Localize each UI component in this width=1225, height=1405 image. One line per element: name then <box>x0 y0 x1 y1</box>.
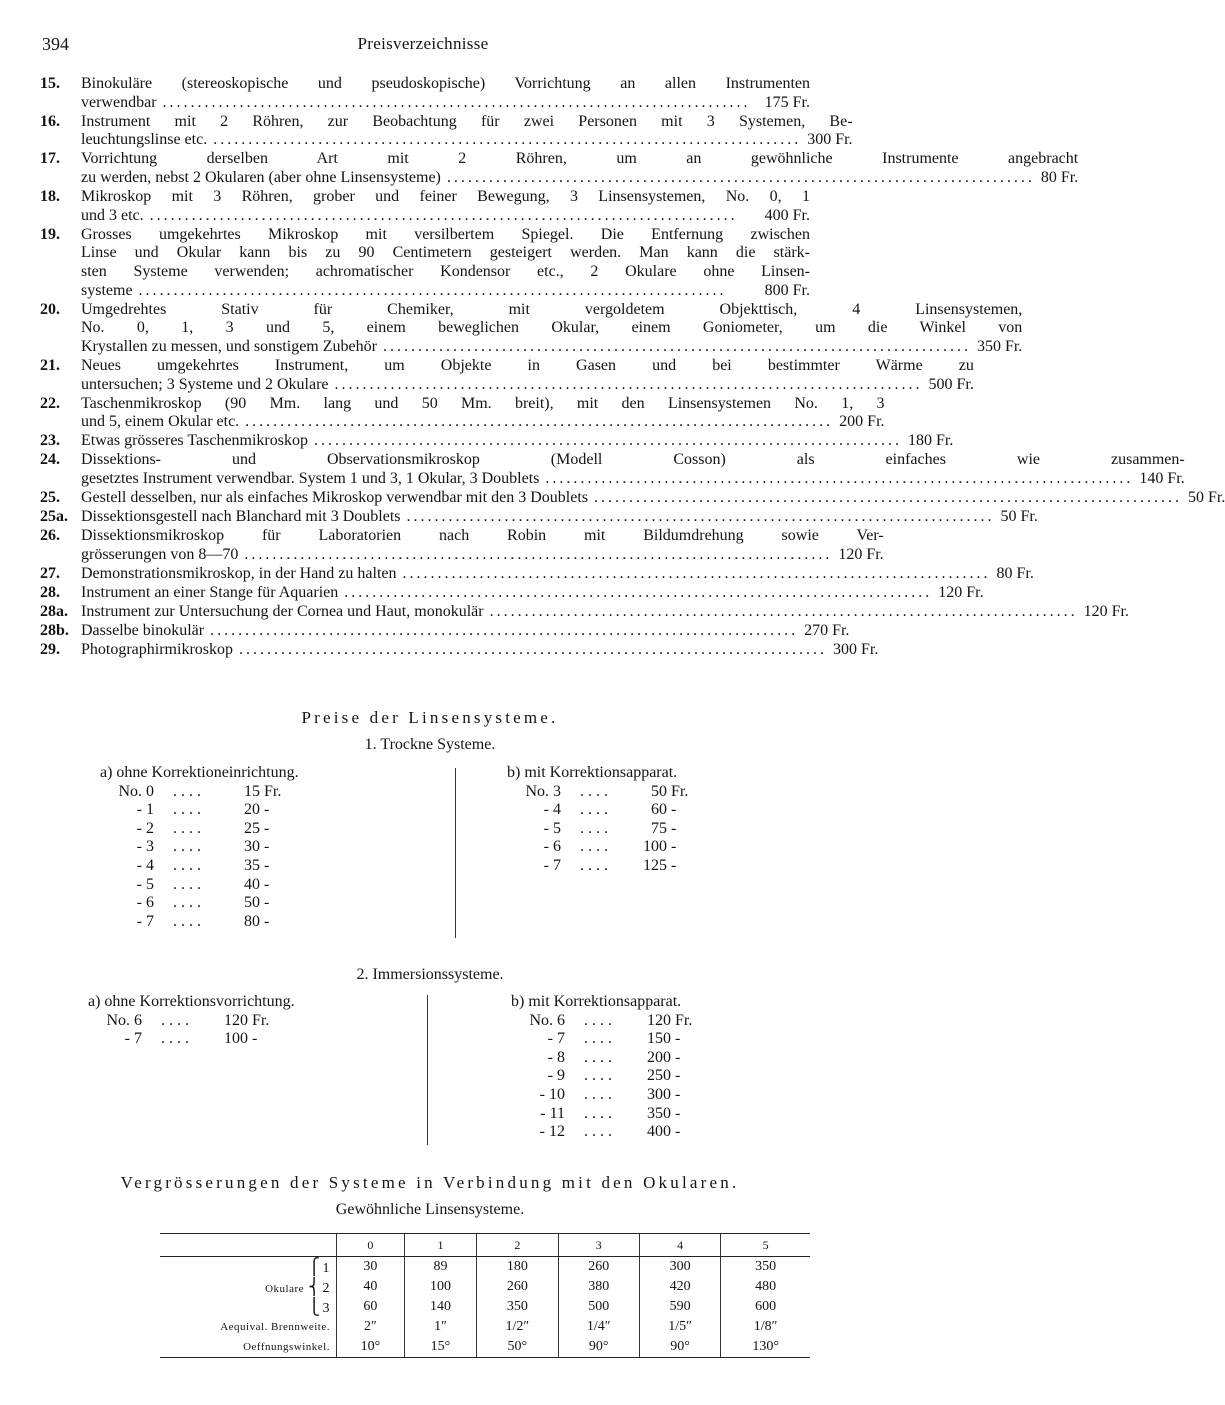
item-text-line: Instrument mit 2 Röhren, zur Beobachtung für zwei Personen mit 3 Systemen, Be- <box>81 112 853 130</box>
magnification-value: 350 <box>477 1297 558 1317</box>
immersion-right-column <box>511 993 705 1142</box>
item-text-line: Dasselbe binokulär <box>81 622 205 640</box>
item-price: 400 Fr. <box>764 206 810 224</box>
item-text-line: Photographirmikroskop <box>81 641 233 659</box>
dot-leader: .... <box>173 838 205 856</box>
item-text-line: Etwas grösseres Taschenmikroskop <box>81 432 308 450</box>
column-header: 4 <box>639 1234 720 1257</box>
lens-price-row <box>100 820 299 839</box>
price-item <box>40 508 1038 527</box>
lens-price: 80 <box>244 912 260 930</box>
lens-price-row <box>507 783 701 802</box>
aperture-angle-value: 90° <box>558 1337 639 1358</box>
price-unit: - <box>671 819 677 837</box>
dot-leader: .................................................................................... <box>406 508 995 526</box>
section-title-vergroesserung: Vergrösserungen der Systeme in Verbindung mit den Okularen. <box>120 1173 740 1192</box>
magnification-value: 480 <box>721 1277 810 1297</box>
okular-label-cell <box>160 1257 337 1278</box>
dot-leader: .... <box>584 1085 616 1103</box>
item-price: 300 Fr. <box>833 641 879 659</box>
item-text-line: Gestell desselben, nur als einfaches Mikroskop verwendbar mit den 3 Doublets <box>81 489 588 507</box>
lens-price-row <box>100 894 299 913</box>
lens-number: - 7 <box>547 1030 565 1048</box>
lens-number: - 10 <box>539 1085 565 1103</box>
dot-leader: .................................................................................... <box>334 375 923 393</box>
dot-leader: .... <box>580 838 612 856</box>
item-price: 50 Fr. <box>1187 489 1225 507</box>
dot-leader: .................................................................................... <box>149 206 738 224</box>
magnification-value: 140 <box>404 1297 476 1317</box>
item-number: 21. <box>40 356 60 374</box>
lens-price-row <box>511 1049 705 1068</box>
lens-number: No. 6 <box>529 1011 565 1029</box>
item-text-line: Neues umgekehrtes Instrument, um Objekte in Gasen und bei bestimmter Wärme zu <box>81 356 974 374</box>
item-number: 27. <box>40 564 60 582</box>
dot-leader: .... <box>161 1030 193 1048</box>
page-header <box>36 34 810 58</box>
lens-price-row <box>507 801 701 820</box>
subsection-title-gewoehnlich: Gewöhnliche Linsensysteme. <box>335 1201 525 1218</box>
lens-price-row <box>511 1123 705 1142</box>
magnification-value: 30 <box>337 1257 405 1278</box>
price-unit: - <box>675 1085 681 1103</box>
page-number: 394 <box>42 34 69 54</box>
price-item <box>40 527 884 564</box>
brace-glyph: ⎧ <box>308 1259 321 1276</box>
dot-leader: .... <box>580 856 612 874</box>
magnification-value: 60 <box>337 1297 405 1317</box>
price-item <box>40 432 954 451</box>
price-item <box>40 451 1185 488</box>
dot-leader: .................................................................................... <box>382 337 971 355</box>
focal-length-label: Aequival. Brennweite. <box>220 1321 330 1333</box>
dot-leader: .................................................................................... <box>344 584 933 602</box>
lens-price-row <box>511 1086 705 1105</box>
focal-length-value: 2″ <box>337 1317 405 1337</box>
column-divider <box>427 995 428 1145</box>
column-header: 5 <box>721 1234 810 1257</box>
lens-price: 100 <box>224 1030 248 1048</box>
price-unit: - <box>675 1030 681 1048</box>
focal-length-row <box>160 1317 810 1337</box>
lens-price-row <box>100 783 299 802</box>
magnification-value: 40 <box>337 1277 405 1297</box>
item-price: 300 Fr. <box>807 131 853 149</box>
item-price: 80 Fr. <box>1040 168 1079 186</box>
item-price: 180 Fr. <box>907 432 954 450</box>
focal-length-value: 1/4″ <box>558 1317 639 1337</box>
dot-leader: .................................................................................... <box>162 93 751 111</box>
item-text-line: Krystallen zu messen, und sonstigem Zubehör <box>81 337 377 355</box>
price-item <box>40 300 1023 357</box>
dot-leader: .... <box>173 801 205 819</box>
subsection-title-trockne: 1. Trockne Systeme. <box>364 736 496 753</box>
item-text-line: und 5, einem Okular etc. <box>81 413 240 431</box>
dot-leader: .................................................................................... <box>313 432 902 450</box>
lens-number: - 7 <box>124 1030 142 1048</box>
item-price: 120 Fr. <box>838 545 884 563</box>
price-item <box>40 188 810 225</box>
price-unit: - <box>264 801 270 819</box>
lens-price-row <box>507 838 701 857</box>
item-price: 120 Fr. <box>1083 603 1129 621</box>
lens-price-row <box>100 857 299 876</box>
lens-number: - 7 <box>136 912 154 930</box>
trockne-right-title: b) mit Korrektionsapparat. <box>507 764 678 781</box>
column-divider <box>455 768 456 938</box>
lens-price: 125 <box>643 856 667 874</box>
price-unit: Fr. <box>671 782 689 800</box>
item-text-line: Instrument zur Untersuchung der Cornea und Haut, monokulär <box>81 603 484 621</box>
lens-price-row <box>100 838 299 857</box>
okular-label-cell <box>160 1297 337 1317</box>
lens-price: 50 <box>651 782 667 800</box>
lens-price: 40 <box>244 875 260 893</box>
lens-price-row <box>511 1067 705 1086</box>
dot-leader: .... <box>584 1123 616 1141</box>
item-text-line: Linse und Okular kann bis zu 90 Centimetern gesteigert werden. Man kann die stärk- <box>81 244 810 262</box>
lens-price: 120 <box>224 1011 248 1029</box>
item-number: 26. <box>40 527 60 545</box>
item-text-line: systeme <box>81 281 133 299</box>
price-unit: Fr. <box>252 1011 270 1029</box>
lens-price-row <box>507 820 701 839</box>
dot-leader: .... <box>173 856 205 874</box>
price-unit: - <box>264 894 270 912</box>
focal-length-value: 1″ <box>404 1317 476 1337</box>
okular-row <box>160 1257 810 1278</box>
lens-price: 35 <box>244 856 260 874</box>
item-price: 500 Fr. <box>928 375 974 393</box>
price-item <box>40 75 810 112</box>
lens-number: - 5 <box>543 819 561 837</box>
lens-price-row <box>100 913 299 932</box>
lens-price: 75 <box>651 819 667 837</box>
lens-number: No. 0 <box>118 782 154 800</box>
price-unit: - <box>264 875 270 893</box>
price-unit: - <box>252 1030 258 1048</box>
price-unit: - <box>671 801 677 819</box>
magnification-value: 300 <box>639 1257 720 1278</box>
column-header: 0 <box>337 1234 405 1257</box>
dot-leader: .................................................................................... <box>210 622 799 640</box>
brace-glyph: ⎩ <box>308 1299 321 1316</box>
item-number: 28a. <box>40 603 68 621</box>
lens-price: 15 <box>244 782 260 800</box>
section-title-preise: Preise der Linsensysteme. <box>301 708 559 727</box>
item-text-line: Mikroskop mit 3 Röhren, grober und feiner Bewegung, 3 Linsensystemen, No. 0, 1 <box>81 188 810 206</box>
lens-price: 250 <box>647 1067 671 1085</box>
magnification-value: 380 <box>558 1277 639 1297</box>
dot-leader: .................................................................................... <box>545 469 1134 487</box>
price-unit: - <box>675 1123 681 1141</box>
okular-number: 2 <box>322 1281 330 1296</box>
item-number: 24. <box>40 451 60 469</box>
lens-price: 20 <box>244 801 260 819</box>
lens-price: 350 <box>647 1104 671 1122</box>
trockne-right-column <box>507 764 701 876</box>
item-price: 140 Fr. <box>1139 469 1185 487</box>
lens-price: 400 <box>647 1123 671 1141</box>
item-text-line: gesetztes Instrument verwendbar. System 1 und 3, 1 Okular, 3 Doublets <box>81 469 540 487</box>
okular-label-cell <box>160 1277 337 1297</box>
item-price: 200 Fr. <box>839 413 885 431</box>
price-list <box>40 75 1225 660</box>
lens-price: 30 <box>244 838 260 856</box>
item-price: 120 Fr. <box>938 584 984 602</box>
lens-price: 60 <box>651 801 667 819</box>
dot-leader: .................................................................................... <box>138 281 727 299</box>
item-number: 20. <box>40 300 60 318</box>
okulare-label: Okulare <box>265 1283 304 1295</box>
lens-price: 100 <box>643 838 667 856</box>
item-number: 28. <box>40 584 60 602</box>
item-number: 25. <box>40 489 60 507</box>
item-price: 50 Fr. <box>1000 508 1038 526</box>
lens-price: 300 <box>647 1085 671 1103</box>
item-text-line: Dissektionsgestell nach Blanchard mit 3 Doublets <box>81 508 401 526</box>
item-text-line: leuchtungslinse etc. <box>81 131 208 149</box>
item-number: 25a. <box>40 508 68 526</box>
price-unit: - <box>675 1104 681 1122</box>
magnification-value: 89 <box>404 1257 476 1278</box>
lens-price-row <box>88 1012 295 1031</box>
focal-length-value: 1/8″ <box>721 1317 810 1337</box>
lens-price: 200 <box>647 1048 671 1066</box>
lens-number: No. 3 <box>525 782 561 800</box>
table-header-row <box>160 1234 810 1257</box>
trockne-left-column <box>100 764 299 931</box>
item-number: 28b. <box>40 622 69 640</box>
lens-number: - 2 <box>136 819 154 837</box>
dot-leader: .................................................................................... <box>489 603 1078 621</box>
price-item <box>40 112 853 150</box>
column-header: 1 <box>404 1234 476 1257</box>
item-text-line: Instrument an einer Stange für Aquarien <box>81 584 339 602</box>
price-unit: - <box>264 912 270 930</box>
lens-number: - 4 <box>543 801 561 819</box>
lens-number: - 9 <box>547 1067 565 1085</box>
dot-leader: .................................................................................... <box>244 545 833 563</box>
lens-number: - 11 <box>540 1104 565 1122</box>
lens-price-row <box>100 876 299 895</box>
price-unit: - <box>671 838 677 856</box>
lens-number: - 3 <box>136 838 154 856</box>
okular-row <box>160 1277 810 1297</box>
item-text-line: verwendbar <box>81 93 157 111</box>
item-text-line: Demonstrationsmikroskop, in der Hand zu halten <box>81 564 397 582</box>
magnification-value: 260 <box>477 1277 558 1297</box>
focal-length-value: 1/2″ <box>477 1317 558 1337</box>
focal-length-value: 1/5″ <box>639 1317 720 1337</box>
item-number: 23. <box>40 432 60 450</box>
dot-leader: .................................................................................... <box>593 489 1182 507</box>
magnification-value: 420 <box>639 1277 720 1297</box>
lens-price-row <box>511 1012 705 1031</box>
dot-leader: .... <box>584 1104 616 1122</box>
price-item <box>40 622 850 641</box>
dot-leader: .... <box>580 819 612 837</box>
brace-glyph: ⎨ <box>308 1279 321 1296</box>
item-text-line: Grosses umgekehrtes Mikroskop mit versilbertem Spiegel. Die Entfernung zwischen <box>81 225 810 243</box>
item-text-line: untersuchen; 3 Systeme und 2 Okulare <box>81 375 329 393</box>
okular-row <box>160 1297 810 1317</box>
lens-number: - 8 <box>547 1048 565 1066</box>
dot-leader: .... <box>173 894 205 912</box>
dot-leader: .... <box>584 1067 616 1085</box>
price-unit: - <box>264 856 270 874</box>
magnification-value: 590 <box>639 1297 720 1317</box>
lens-price: 50 <box>244 894 260 912</box>
item-text-line: Dissektionsmikroskop für Laboratorien nach Robin mit Bildumdrehung sowie Ver- <box>81 527 884 545</box>
item-number: 15. <box>40 75 60 92</box>
item-price: 175 Fr. <box>764 93 810 111</box>
item-number: 19. <box>40 225 60 243</box>
lens-number: No. 6 <box>106 1011 142 1029</box>
dot-leader: .... <box>580 801 612 819</box>
magnification-value: 180 <box>477 1257 558 1278</box>
subsection-title-immersion: 2. Immersionssysteme. <box>356 966 504 983</box>
aperture-angle-value: 130° <box>721 1337 810 1358</box>
okular-number: 3 <box>322 1301 330 1316</box>
item-text-line: und 3 etc. <box>81 206 144 224</box>
price-unit: - <box>264 819 270 837</box>
item-price: 270 Fr. <box>804 622 850 640</box>
item-text-line: Binokuläre (stereoskopische und pseudoskopische) Vorrichtung an allen Instrumenten <box>81 75 810 92</box>
dot-leader: .................................................................................... <box>402 564 991 582</box>
column-header: 3 <box>558 1234 639 1257</box>
aperture-angle-value: 15° <box>404 1337 476 1358</box>
price-item <box>40 150 1079 187</box>
dot-leader: .... <box>173 819 205 837</box>
price-unit: - <box>671 856 677 874</box>
price-unit: - <box>264 838 270 856</box>
dot-leader: .................................................................................... <box>239 641 827 659</box>
magnification-value: 260 <box>558 1257 639 1278</box>
magnification-value: 500 <box>558 1297 639 1317</box>
price-item <box>40 356 974 394</box>
price-item <box>40 489 1225 508</box>
magnification-value: 350 <box>721 1257 810 1278</box>
price-unit: Fr. <box>675 1011 693 1029</box>
lens-price: 150 <box>647 1030 671 1048</box>
dot-leader: .... <box>173 875 205 893</box>
item-text-line: sten Systeme verwenden; achromatischer Kondensor etc., 2 Okulare ohne Linsen- <box>81 262 810 280</box>
trockne-left-title: a) ohne Korrektioneinrichtung. <box>100 764 299 781</box>
item-number: 16. <box>40 112 60 130</box>
dot-leader: .... <box>173 912 205 930</box>
dot-leader: .................................................................................... <box>213 131 802 149</box>
price-unit: - <box>675 1067 681 1085</box>
lens-number: - 5 <box>136 875 154 893</box>
lens-number: - 6 <box>136 894 154 912</box>
magnification-value: 600 <box>721 1297 810 1317</box>
magnification-value: 100 <box>404 1277 476 1297</box>
aperture-angle-row <box>160 1337 810 1358</box>
item-text-line: No. 0, 1, 3 und 5, einem beweglichen Okular, einem Goniometer, um die Winkel von <box>81 319 1023 337</box>
dot-leader: .... <box>584 1011 616 1029</box>
price-item <box>40 641 879 660</box>
price-item <box>40 603 1129 622</box>
empty-header-cell <box>160 1234 337 1257</box>
magnification-table <box>160 1233 810 1358</box>
item-number: 18. <box>40 188 60 206</box>
item-number: 17. <box>40 150 60 168</box>
lens-price-row <box>511 1030 705 1049</box>
immersion-left-column <box>88 993 295 1049</box>
running-title: Preisverzeichnisse <box>357 34 489 53</box>
price-item <box>40 564 1034 584</box>
immersion-left-title: a) ohne Korrektionsvorrichtung. <box>88 993 295 1010</box>
dot-leader: .... <box>161 1011 193 1029</box>
lens-price: 25 <box>244 819 260 837</box>
lens-number: - 7 <box>543 856 561 874</box>
aperture-angle-value: 10° <box>337 1337 405 1358</box>
item-text-line: Vorrichtung derselben Art mit 2 Röhren, um an gewöhnliche Instrumente angebracht <box>81 150 1079 168</box>
lens-number: - 1 <box>136 801 154 819</box>
dot-leader: .... <box>584 1030 616 1048</box>
dot-leader: .... <box>580 782 612 800</box>
item-number: 29. <box>40 641 60 659</box>
lens-number: - 4 <box>136 856 154 874</box>
aperture-angle-value: 90° <box>639 1337 720 1358</box>
aperture-angle-label: Oeffnungswinkel. <box>160 1337 337 1358</box>
dot-leader: .... <box>584 1048 616 1066</box>
column-header: 2 <box>477 1234 558 1257</box>
aperture-angle-value: 50° <box>477 1337 558 1358</box>
lens-price-row <box>507 857 701 876</box>
price-item <box>40 394 885 432</box>
okular-number: 1 <box>322 1261 330 1276</box>
lens-price-row <box>100 801 299 820</box>
item-text-line: zu werden, nebst 2 Okularen (aber ohne Linsensysteme) <box>81 168 441 186</box>
item-price: 800 Fr. <box>764 281 810 299</box>
item-text-line: Dissektions- und Observationsmikroskop (Modell Cosson) als einfaches wie zusammen- <box>81 451 1185 469</box>
item-text-line: grösserungen von 8—70 <box>81 545 239 563</box>
price-item <box>40 226 810 300</box>
price-unit: - <box>675 1048 681 1066</box>
dot-leader: .................................................................................... <box>446 168 1035 186</box>
immersion-right-title: b) mit Korrektionsapparat. <box>511 993 682 1010</box>
item-text-line: Taschenmikroskop (90 Mm. lang und 50 Mm. breit), mit den Linsensystemen No. 1, 3 <box>81 394 885 412</box>
lens-price: 120 <box>647 1011 671 1029</box>
lens-price-row <box>511 1105 705 1124</box>
dot-leader: .... <box>173 782 205 800</box>
item-text-line: Umgedrehtes Stativ für Chemiker, mit vergoldetem Objekttisch, 4 Linsensystemen, <box>81 300 1023 318</box>
lens-price-row <box>88 1030 295 1049</box>
lens-number: - 6 <box>543 838 561 856</box>
price-item <box>40 584 984 603</box>
item-number: 22. <box>40 394 60 412</box>
lens-number: - 12 <box>539 1123 565 1141</box>
dot-leader: .................................................................................... <box>245 413 834 431</box>
item-price: 350 Fr. <box>976 337 1023 355</box>
price-unit: Fr. <box>264 782 282 800</box>
item-price: 80 Fr. <box>996 564 1034 582</box>
